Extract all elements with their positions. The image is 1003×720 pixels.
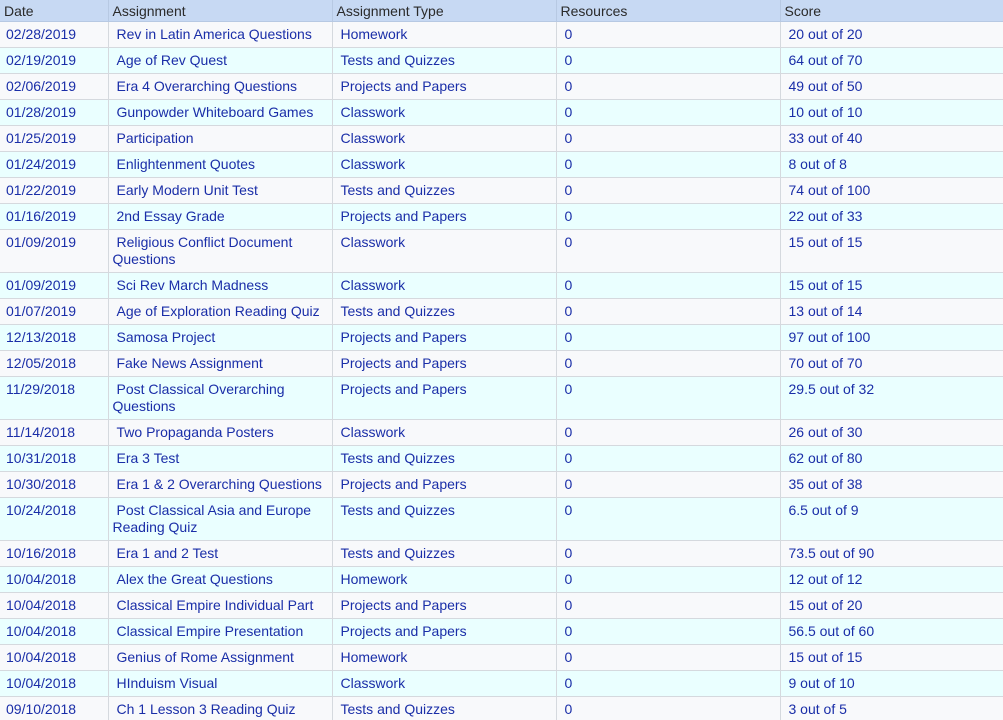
resources-cell: 0 bbox=[556, 22, 780, 48]
assignment-type-cell: Classwork bbox=[332, 100, 556, 126]
date-cell: 02/19/2019 bbox=[0, 48, 108, 74]
date-cell: 10/04/2018 bbox=[0, 567, 108, 593]
table-header bbox=[0, 0, 1003, 22]
resources-cell: 0 bbox=[556, 74, 780, 100]
assignment-link[interactable]: Genius of Rome Assignment bbox=[108, 645, 332, 671]
table-row[interactable] bbox=[0, 178, 1003, 204]
resources-cell: 0 bbox=[556, 541, 780, 567]
resources-cell: 0 bbox=[556, 299, 780, 325]
assignment-link[interactable]: Two Propaganda Posters bbox=[108, 420, 332, 446]
date-cell: 01/22/2019 bbox=[0, 178, 108, 204]
column-header-date[interactable]: Date bbox=[0, 0, 108, 22]
assignment-link[interactable]: Age of Exploration Reading Quiz bbox=[108, 299, 332, 325]
date-cell: 01/09/2019 bbox=[0, 230, 108, 273]
date-cell: 11/14/2018 bbox=[0, 420, 108, 446]
assignment-link[interactable]: Gunpowder Whiteboard Games bbox=[108, 100, 332, 126]
score-cell: 15 out of 15 bbox=[780, 230, 1003, 273]
assignment-type-cell: Projects and Papers bbox=[332, 593, 556, 619]
score-cell: 15 out of 20 bbox=[780, 593, 1003, 619]
date-cell: 01/24/2019 bbox=[0, 152, 108, 178]
table-row[interactable] bbox=[0, 74, 1003, 100]
assignment-type-cell: Projects and Papers bbox=[332, 377, 556, 420]
table-row[interactable] bbox=[0, 619, 1003, 645]
date-cell: 12/13/2018 bbox=[0, 325, 108, 351]
resources-cell: 0 bbox=[556, 645, 780, 671]
score-cell: 74 out of 100 bbox=[780, 178, 1003, 204]
column-header-assignment-type[interactable]: Assignment Type bbox=[332, 0, 556, 22]
score-cell: 26 out of 30 bbox=[780, 420, 1003, 446]
assignment-type-cell: Projects and Papers bbox=[332, 619, 556, 645]
resources-cell: 0 bbox=[556, 472, 780, 498]
resources-cell: 0 bbox=[556, 420, 780, 446]
table-row[interactable] bbox=[0, 593, 1003, 619]
table-row[interactable] bbox=[0, 420, 1003, 446]
assignment-link[interactable]: Ch 1 Lesson 3 Reading Quiz bbox=[108, 697, 332, 720]
assignment-link[interactable]: Early Modern Unit Test bbox=[108, 178, 332, 204]
assignment-link[interactable]: Era 1 & 2 Overarching Questions bbox=[108, 472, 332, 498]
score-cell: 10 out of 10 bbox=[780, 100, 1003, 126]
assignment-type-cell: Tests and Quizzes bbox=[332, 48, 556, 74]
resources-cell: 0 bbox=[556, 230, 780, 273]
assignment-link[interactable]: 2nd Essay Grade bbox=[108, 204, 332, 230]
assignment-type-cell: Classwork bbox=[332, 230, 556, 273]
date-cell: 10/16/2018 bbox=[0, 541, 108, 567]
resources-cell: 0 bbox=[556, 325, 780, 351]
assignment-link[interactable]: Era 4 Overarching Questions bbox=[108, 74, 332, 100]
date-cell: 02/06/2019 bbox=[0, 74, 108, 100]
score-cell: 64 out of 70 bbox=[780, 48, 1003, 74]
score-cell: 15 out of 15 bbox=[780, 645, 1003, 671]
date-cell: 01/07/2019 bbox=[0, 299, 108, 325]
assignment-link[interactable]: Post Classical Overarching Questions bbox=[108, 377, 332, 420]
table-row[interactable] bbox=[0, 377, 1003, 420]
table-row[interactable] bbox=[0, 567, 1003, 593]
assignment-type-cell: Projects and Papers bbox=[332, 325, 556, 351]
score-cell: 33 out of 40 bbox=[780, 126, 1003, 152]
date-cell: 02/28/2019 bbox=[0, 22, 108, 48]
column-header-assignment[interactable]: Assignment bbox=[108, 0, 332, 22]
resources-cell: 0 bbox=[556, 593, 780, 619]
score-cell: 97 out of 100 bbox=[780, 325, 1003, 351]
resources-cell: 0 bbox=[556, 351, 780, 377]
table-row[interactable] bbox=[0, 472, 1003, 498]
assignment-type-cell: Projects and Papers bbox=[332, 204, 556, 230]
table-row[interactable] bbox=[0, 671, 1003, 697]
table-row[interactable] bbox=[0, 645, 1003, 671]
table-row[interactable] bbox=[0, 325, 1003, 351]
score-cell: 73.5 out of 90 bbox=[780, 541, 1003, 567]
assignment-type-cell: Projects and Papers bbox=[332, 472, 556, 498]
table-row[interactable] bbox=[0, 299, 1003, 325]
score-cell: 49 out of 50 bbox=[780, 74, 1003, 100]
table-row[interactable] bbox=[0, 541, 1003, 567]
assignment-link[interactable]: Age of Rev Quest bbox=[108, 48, 332, 74]
assignment-type-cell: Classwork bbox=[332, 273, 556, 299]
table-row[interactable] bbox=[0, 697, 1003, 720]
table-row[interactable] bbox=[0, 446, 1003, 472]
assignment-type-cell: Tests and Quizzes bbox=[332, 178, 556, 204]
assignment-link[interactable]: Sci Rev March Madness bbox=[108, 273, 332, 299]
assignment-type-cell: Classwork bbox=[332, 152, 556, 178]
score-cell: 6.5 out of 9 bbox=[780, 498, 1003, 541]
assignment-link[interactable]: Enlightenment Quotes bbox=[108, 152, 332, 178]
assignment-type-cell: Homework bbox=[332, 645, 556, 671]
column-header-score[interactable]: Score bbox=[780, 0, 1003, 22]
date-cell: 10/04/2018 bbox=[0, 645, 108, 671]
assignment-link[interactable]: Classical Empire Individual Part bbox=[108, 593, 332, 619]
resources-cell: 0 bbox=[556, 446, 780, 472]
score-cell: 20 out of 20 bbox=[780, 22, 1003, 48]
date-cell: 01/25/2019 bbox=[0, 126, 108, 152]
table-row[interactable] bbox=[0, 273, 1003, 299]
score-cell: 12 out of 12 bbox=[780, 567, 1003, 593]
resources-cell: 0 bbox=[556, 273, 780, 299]
resources-cell: 0 bbox=[556, 498, 780, 541]
resources-cell: 0 bbox=[556, 48, 780, 74]
assignment-link[interactable]: Alex the Great Questions bbox=[108, 567, 332, 593]
table-row[interactable] bbox=[0, 22, 1003, 48]
date-cell: 01/16/2019 bbox=[0, 204, 108, 230]
table-body bbox=[0, 22, 1003, 720]
date-cell: 01/09/2019 bbox=[0, 273, 108, 299]
score-cell: 29.5 out of 32 bbox=[780, 377, 1003, 420]
assignment-link[interactable]: Samosa Project bbox=[108, 325, 332, 351]
assignment-link[interactable]: Era 1 and 2 Test bbox=[108, 541, 332, 567]
date-cell: 11/29/2018 bbox=[0, 377, 108, 420]
assignment-type-cell: Classwork bbox=[332, 126, 556, 152]
assignment-link[interactable]: Religious Conflict Document Questions bbox=[108, 230, 332, 273]
score-cell: 3 out of 5 bbox=[780, 697, 1003, 720]
date-cell: 09/10/2018 bbox=[0, 697, 108, 720]
date-cell: 10/04/2018 bbox=[0, 593, 108, 619]
date-cell: 10/04/2018 bbox=[0, 671, 108, 697]
table-row[interactable] bbox=[0, 351, 1003, 377]
assignment-link[interactable]: Classical Empire Presentation bbox=[108, 619, 332, 645]
date-cell: 10/30/2018 bbox=[0, 472, 108, 498]
assignment-link[interactable]: Fake News Assignment bbox=[108, 351, 332, 377]
assignment-link[interactable]: Post Classical Asia and Europe Reading Quiz bbox=[108, 498, 332, 541]
assignment-link[interactable]: HInduism Visual bbox=[108, 671, 332, 697]
resources-cell: 0 bbox=[556, 377, 780, 420]
score-cell: 13 out of 14 bbox=[780, 299, 1003, 325]
assignment-type-cell: Classwork bbox=[332, 671, 556, 697]
resources-cell: 0 bbox=[556, 100, 780, 126]
assignment-type-cell: Tests and Quizzes bbox=[332, 299, 556, 325]
table-row[interactable] bbox=[0, 126, 1003, 152]
assignment-type-cell: Homework bbox=[332, 567, 556, 593]
header-row bbox=[0, 0, 1003, 22]
assignment-link[interactable]: Participation bbox=[108, 126, 332, 152]
assignment-type-cell: Projects and Papers bbox=[332, 74, 556, 100]
date-cell: 01/28/2019 bbox=[0, 100, 108, 126]
resources-cell: 0 bbox=[556, 152, 780, 178]
table-row[interactable] bbox=[0, 152, 1003, 178]
score-cell: 56.5 out of 60 bbox=[780, 619, 1003, 645]
table-row[interactable] bbox=[0, 230, 1003, 273]
assignment-type-cell: Tests and Quizzes bbox=[332, 498, 556, 541]
score-cell: 9 out of 10 bbox=[780, 671, 1003, 697]
resources-cell: 0 bbox=[556, 671, 780, 697]
date-cell: 10/31/2018 bbox=[0, 446, 108, 472]
resources-cell: 0 bbox=[556, 204, 780, 230]
assignment-type-cell: Tests and Quizzes bbox=[332, 446, 556, 472]
date-cell: 12/05/2018 bbox=[0, 351, 108, 377]
score-cell: 22 out of 33 bbox=[780, 204, 1003, 230]
column-header-resources[interactable]: Resources bbox=[556, 0, 780, 22]
assignment-link[interactable]: Rev in Latin America Questions bbox=[108, 22, 332, 48]
resources-cell: 0 bbox=[556, 126, 780, 152]
assignment-link[interactable]: Era 3 Test bbox=[108, 446, 332, 472]
table-row[interactable] bbox=[0, 498, 1003, 541]
assignment-type-cell: Classwork bbox=[332, 420, 556, 446]
table-row[interactable] bbox=[0, 100, 1003, 126]
table-row[interactable] bbox=[0, 204, 1003, 230]
date-cell: 10/24/2018 bbox=[0, 498, 108, 541]
resources-cell: 0 bbox=[556, 178, 780, 204]
assignment-type-cell: Projects and Papers bbox=[332, 351, 556, 377]
score-cell: 70 out of 70 bbox=[780, 351, 1003, 377]
score-cell: 8 out of 8 bbox=[780, 152, 1003, 178]
resources-cell: 0 bbox=[556, 619, 780, 645]
table-row[interactable] bbox=[0, 48, 1003, 74]
resources-cell: 0 bbox=[556, 697, 780, 720]
resources-cell: 0 bbox=[556, 567, 780, 593]
score-cell: 62 out of 80 bbox=[780, 446, 1003, 472]
assignment-type-cell: Homework bbox=[332, 22, 556, 48]
score-cell: 15 out of 15 bbox=[780, 273, 1003, 299]
assignment-type-cell: Tests and Quizzes bbox=[332, 697, 556, 720]
score-cell: 35 out of 38 bbox=[780, 472, 1003, 498]
assignment-type-cell: Tests and Quizzes bbox=[332, 541, 556, 567]
date-cell: 10/04/2018 bbox=[0, 619, 108, 645]
